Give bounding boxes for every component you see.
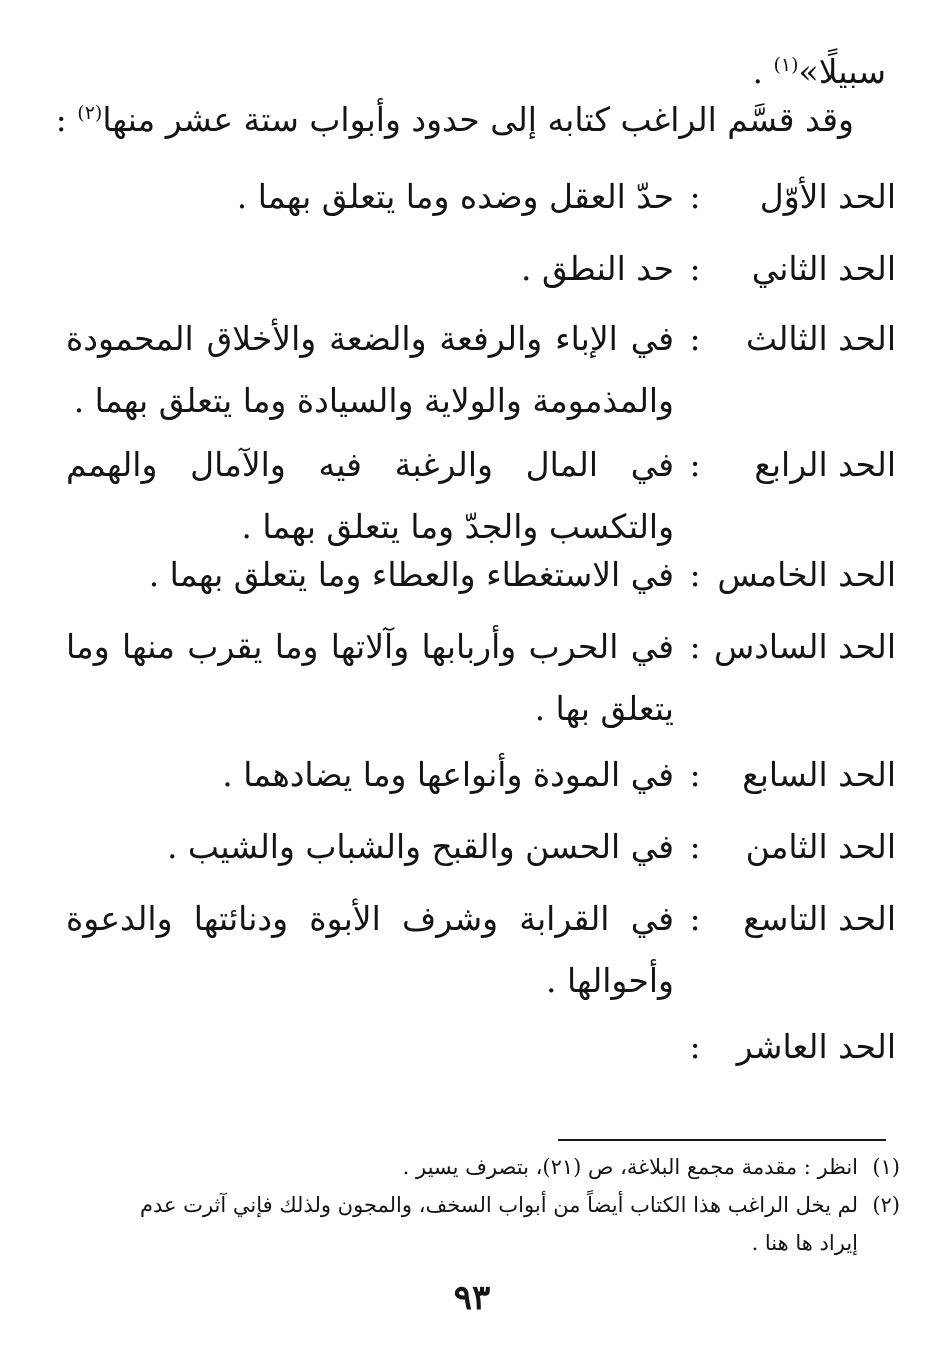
- section-description: في القرابة وشرف الأبوة ودنائتها والدعوة وأحوالها .: [66, 899, 674, 1000]
- section-entry-10: [66, 1016, 896, 1078]
- section-entry-3: [66, 308, 896, 432]
- section-colon: :: [689, 445, 701, 484]
- section-entry-8: [66, 816, 896, 878]
- section-description: في المودة وأنواعها وما يضادهما .: [222, 755, 674, 794]
- section-label: الحد السادس: [713, 627, 896, 666]
- section-description: في المال والرغبة فيه والآمال والهمم والتكسب والجدّ وما يتعلق بهما .: [66, 445, 674, 546]
- section-entry-5: [66, 544, 896, 606]
- section-entry-7: [66, 744, 896, 806]
- section-colon: :: [689, 627, 701, 666]
- section-label: الحد الخامس: [717, 555, 896, 594]
- continuation-text: سبيلًا»: [798, 52, 886, 91]
- section-description: [66, 1016, 674, 1078]
- footnote-number: (١): [872, 1155, 900, 1179]
- section-entry-6: [66, 616, 896, 740]
- section-description: في الاستغطاء والعطاء وما يتعلق بهما .: [148, 555, 674, 594]
- section-colon: :: [689, 899, 701, 938]
- continuation-end: .: [752, 52, 774, 91]
- section-label: الحد السابع: [742, 755, 896, 794]
- section-description: في الإباء والرفعة والضعة والأخلاق المحمودة والمذمومة والولاية والسيادة وما يتعلق بهما .: [66, 319, 674, 420]
- intro-paragraph: [56, 100, 854, 140]
- footnotes: [120, 1148, 900, 1262]
- section-entry-4: [66, 434, 896, 558]
- section-label: الحد الثالث: [745, 319, 896, 358]
- section-label: الحد الأوّل: [759, 177, 896, 216]
- continuation-line: [753, 52, 887, 92]
- section-description: في الحسن والقبح والشباب والشيب .: [166, 827, 674, 866]
- section-entry-9: [66, 888, 896, 1012]
- section-colon: :: [689, 755, 701, 794]
- section-colon: :: [689, 319, 701, 358]
- footnote-text: لم يخل الراغب هذا الكتاب أيضاً من أبواب السخف، والمجون ولذلك فإني آثرت عدم إيراد ها هنا .: [139, 1193, 858, 1255]
- section-colon: :: [689, 249, 701, 288]
- section-description: حدّ العقل وضده وما يتعلق بهما .: [236, 177, 674, 216]
- footnote-divider: [558, 1139, 886, 1141]
- section-label: الحد العاشر: [736, 1027, 896, 1066]
- footnote-2: [120, 1186, 900, 1262]
- intro-end: :: [55, 100, 78, 139]
- intro-text: وقد قسَّم الراغب كتابه إلى حدود وأبواب ستة عشر منها: [102, 100, 854, 139]
- section-colon: :: [689, 555, 701, 594]
- page-number: ٩٣: [453, 1278, 491, 1318]
- footnote-text: انظر : مقدمة مجمع البلاغة، ص (٢١)، بتصرف يسير .: [402, 1155, 858, 1179]
- section-colon: :: [689, 827, 701, 866]
- footnote-number: (٢): [872, 1193, 900, 1217]
- section-description: في الحرب وأربابها وآلاتها وما يقرب منها وما يتعلق بها .: [66, 627, 674, 728]
- section-entry-1: [66, 166, 896, 228]
- footnote-1: [120, 1148, 900, 1186]
- section-colon: :: [689, 177, 701, 216]
- section-label: الحد التاسع: [743, 899, 896, 938]
- section-label: الحد الثامن: [745, 827, 896, 866]
- section-description: حد النطق .: [521, 249, 674, 288]
- footnote-ref-2[interactable]: (٢): [77, 102, 103, 124]
- section-label: الحد الرابع: [754, 445, 896, 484]
- section-label: الحد الثاني: [751, 249, 896, 288]
- section-colon: :: [689, 1027, 701, 1066]
- footnote-ref-1[interactable]: (١): [773, 54, 799, 76]
- section-entry-2: [66, 238, 896, 300]
